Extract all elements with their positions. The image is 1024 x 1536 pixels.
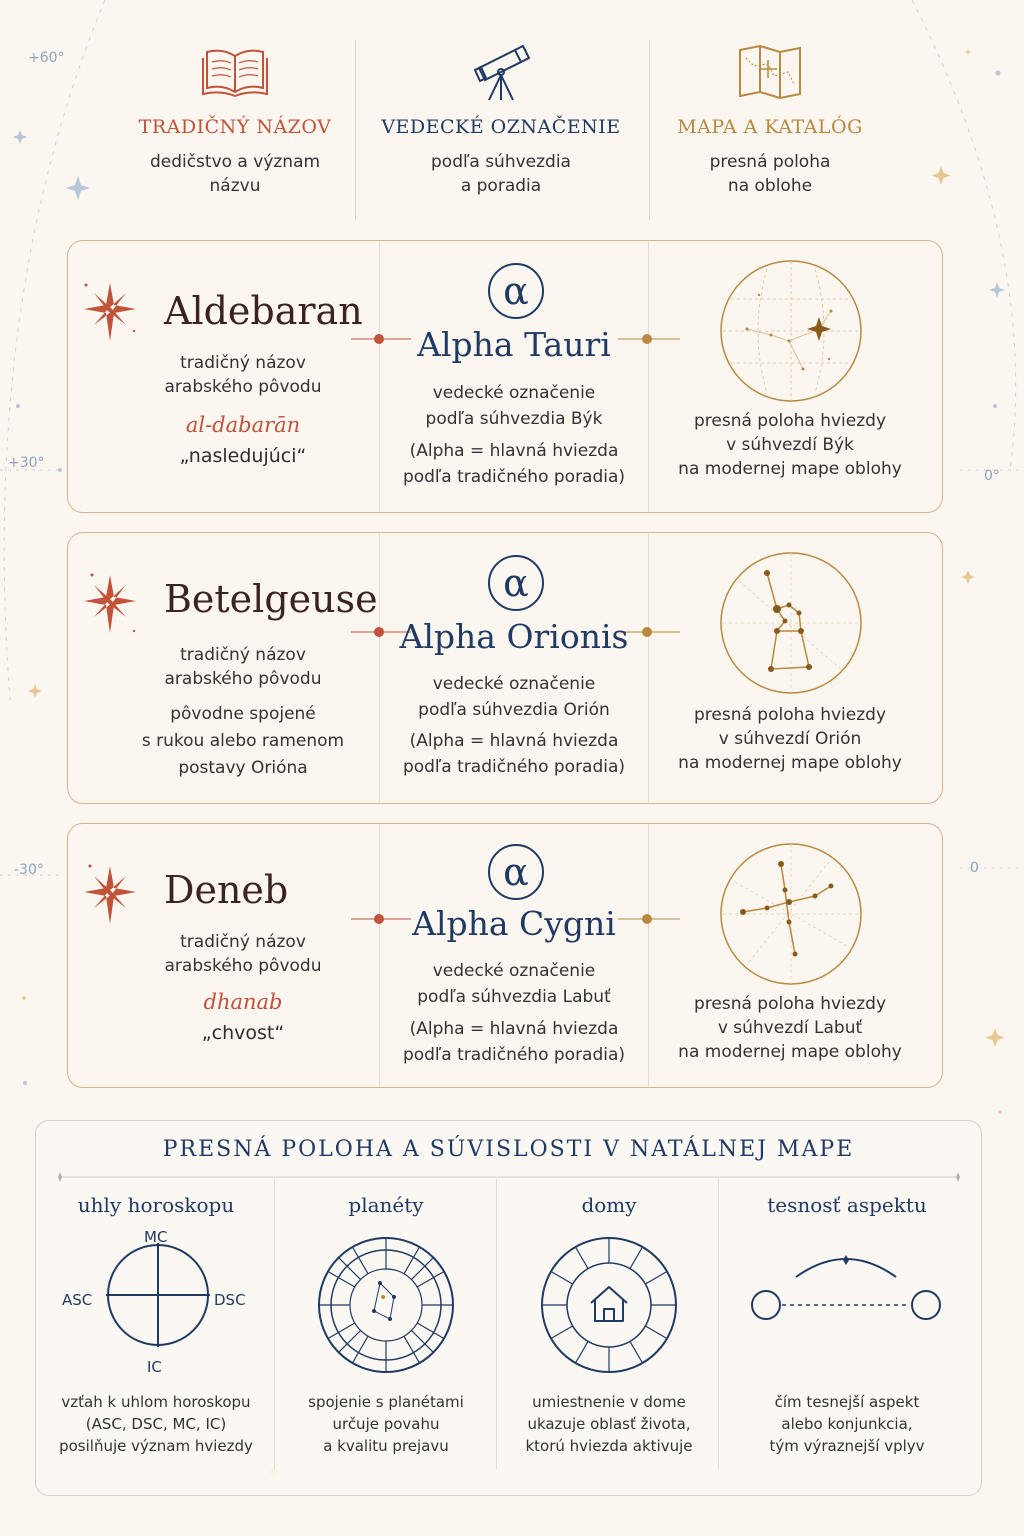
angle-label-mc: MC xyxy=(144,1228,168,1246)
declination-label-zero-2: 0 xyxy=(970,860,979,876)
telescope-icon xyxy=(351,40,651,104)
declination-label-zero: 0° xyxy=(984,468,1000,484)
scientific-description: vedecké označenie podľa súhvezdia Býk xyxy=(425,383,603,429)
house-wheel-icon xyxy=(539,1235,679,1375)
column-title: VEDECKÉ OZNAČENIE xyxy=(381,116,621,138)
scientific-description: vedecké označenie podľa súhvezdia Labuť xyxy=(417,961,611,1007)
scientific-name: Alpha Cygni xyxy=(412,904,616,943)
angle-label-asc: ASC xyxy=(62,1291,93,1309)
scientific-note: (Alpha = hlavná hviezda podľa tradičného poradia) xyxy=(402,731,626,777)
origin-word: al-dabarān xyxy=(185,413,301,437)
traditional-name: Aldebaran xyxy=(164,289,363,333)
declination-label-plus30: +30° xyxy=(8,455,45,471)
card-divider xyxy=(648,533,649,803)
angle-label-ic: IC xyxy=(147,1358,162,1376)
scientific-name: Alpha Tauri xyxy=(417,325,611,364)
angle-label-dsc: DSC xyxy=(214,1291,246,1309)
traditional-name: Betelgeuse xyxy=(164,577,378,621)
scientific-note: (Alpha = hlavná hviezda podľa tradičného poradia) xyxy=(402,1019,626,1065)
traditional-name: Deneb xyxy=(164,868,289,912)
name-meaning: „chvost“ xyxy=(201,1022,285,1044)
map-description: presná poloha hviezdy v súhvezdí Orión na modernej mape oblohy xyxy=(678,705,902,773)
star-card-aldebaran xyxy=(67,240,943,513)
name-meaning: „nasledujúci“ xyxy=(179,445,307,467)
column-subtitle: dedičstvo a význam názvu xyxy=(149,152,321,196)
star-map-icon xyxy=(620,40,920,104)
name-description: tradičný názov arabského pôvodu xyxy=(164,645,322,689)
natal-chart-panel xyxy=(35,1120,982,1496)
scientific-note: (Alpha = hlavná hviezda podľa tradičného poradia) xyxy=(402,441,626,487)
origin-word: dhanab xyxy=(203,990,283,1014)
natal-item-title: domy xyxy=(581,1193,637,1217)
panel-title-rule xyxy=(54,1169,964,1185)
scientific-name: Alpha Orionis xyxy=(399,617,629,656)
greek-letter-badge: α xyxy=(488,844,544,900)
natal-item-description: spojenie s planétami určuje povahu a kvalitu prejavu xyxy=(308,1393,464,1455)
natal-item-houses xyxy=(494,1193,724,1455)
natal-item-planets xyxy=(271,1193,501,1455)
aspect-arc-icon xyxy=(746,1249,946,1329)
taurus-sky-map-icon xyxy=(719,259,863,403)
open-book-icon xyxy=(85,40,385,104)
card-divider xyxy=(648,241,649,512)
greek-letter-badge: α xyxy=(488,263,544,319)
angles-cross-icon xyxy=(106,1243,210,1347)
orion-sky-map-icon xyxy=(719,551,863,695)
name-description: tradičný názov arabského pôvodu xyxy=(164,353,322,397)
column-subtitle: podľa súhvezdia a poradia xyxy=(431,152,571,196)
zodiac-wheel-icon xyxy=(316,1235,456,1375)
star-burst-icon xyxy=(78,571,142,637)
panel-title: PRESNÁ POLOHA A SÚVISLOSTI V NATÁLNEJ MAPE xyxy=(162,1137,855,1162)
map-description: presná poloha hviezdy v súhvezdí Býk na modernej mape oblohy xyxy=(678,411,902,479)
column-scientific-designation xyxy=(351,40,651,198)
natal-item-description: vzťah k uhlom horoskopu (ASC, DSC, MC, IC) posilňuje význam hviezdy xyxy=(59,1393,253,1455)
column-traditional-name xyxy=(85,40,385,198)
declination-label-plus60: +60° xyxy=(28,50,65,66)
star-burst-icon xyxy=(78,862,142,928)
name-description: tradičný názov arabského pôvodu xyxy=(164,932,322,976)
column-title: TRADIČNÝ NÁZOV xyxy=(138,116,332,138)
star-card-betelgeuse xyxy=(67,532,943,804)
name-note: pôvodne spojené s rukou alebo ramenom postavy Orióna xyxy=(141,704,345,778)
column-subtitle: presná poloha na oblohe xyxy=(709,152,831,196)
natal-item-aspect xyxy=(732,1193,962,1455)
map-description: presná poloha hviezdy v súhvezdí Labuť na modernej mape oblohy xyxy=(678,994,902,1062)
declination-label-minus30: -30° xyxy=(14,862,44,878)
star-card-deneb xyxy=(67,823,943,1088)
column-map-catalog xyxy=(620,40,920,198)
natal-item-description: umiestnenie v dome ukazuje oblasť života, ktorú hviezda aktivuje xyxy=(525,1393,693,1455)
natal-item-angles xyxy=(41,1193,271,1455)
column-title: MAPA A KATALÓG xyxy=(677,116,863,138)
greek-letter-badge: α xyxy=(488,555,544,611)
panel-divider xyxy=(718,1179,719,1469)
natal-item-description: čím tesnejší aspekt alebo konjunkcia, tým výraznejší vplyv xyxy=(769,1393,925,1455)
natal-item-title: tesnosť aspektu xyxy=(767,1193,927,1217)
cygnus-sky-map-icon xyxy=(719,842,863,986)
star-burst-icon xyxy=(78,279,142,345)
scientific-description: vedecké označenie podľa súhvezdia Orión xyxy=(418,674,610,720)
natal-item-title: planéty xyxy=(348,1193,424,1217)
card-divider xyxy=(648,824,649,1087)
natal-item-title: uhly horoskopu xyxy=(77,1193,235,1217)
